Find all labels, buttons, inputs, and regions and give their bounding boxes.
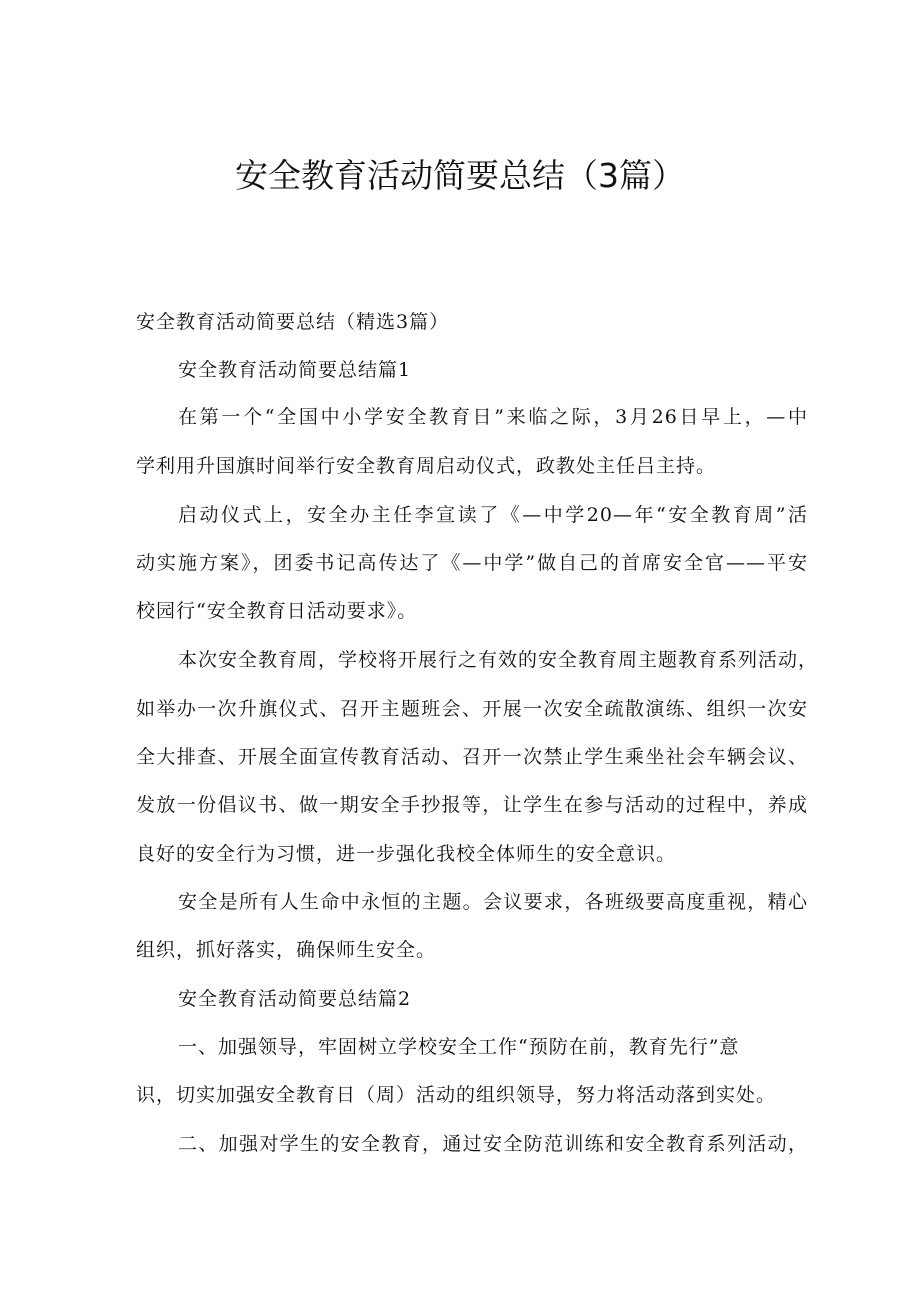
section-heading-1: 安全教育活动简要总结篇1 [178,359,412,381]
paragraph-line: 学利用升国旗时间举行安全教育周启动仪式，政教处主任吕主持。 [136,455,717,477]
paragraph-line: 组织，抓好落实，确保师生安全。 [136,939,437,961]
paragraph-line: 一、加强领导，牢固树立学校安全工作“预防在前，教育先行”意 [178,1036,740,1058]
paragraph-line: 动实施方案》，团委书记高传达了《—中学”做自己的首席安全官——平安 [136,552,808,574]
paragraph-line: 二、加强对学生的安全教育，通过安全防范训练和安全教育系列活动， [178,1133,808,1155]
paragraph-line: 良好的安全行为习惯，进一步强化我校全体师生的安全意识。 [136,843,677,865]
document-title: 安全教育活动简要总结（3篇） [235,156,685,195]
subtitle-line: 安全教育活动简要总结（精选3篇） [136,311,450,333]
section-heading-2: 安全教育活动简要总结篇2 [178,988,412,1010]
paragraph-line: 启动仪式上，安全办主任李宣读了《—中学20—年“安全教育周”活 [178,504,808,526]
paragraph-line: 识，切实加强安全教育日（周）活动的组织领导，努力将活动落到实处。 [136,1084,777,1106]
paragraph-line: 发放一份倡议书、做一期安全手抄报等，让学生在参与活动的过程中，养成 [136,794,808,816]
paragraph-line: 在第一个“全国中小学安全教育日”来临之际，3月26日早上，—中 [178,406,808,428]
paragraph-line: 本次安全教育周，学校将开展行之有效的安全教育周主题教育系列活动， [178,649,819,671]
paragraph-line: 校园行“安全教育日活动要求》。 [136,600,418,622]
paragraph-line: 全大排查、开展全面宣传教育活动、召开一次禁止学生乘坐社会车辆会议、 [136,746,808,768]
paragraph-line: 安全是所有人生命中永恒的主题。会议要求，各班级要高度重视，精心 [178,891,808,913]
paragraph-line: 如举办一次升旗仪式、召开主题班会、开展一次安全疏散演练、组织一次安 [136,698,808,720]
